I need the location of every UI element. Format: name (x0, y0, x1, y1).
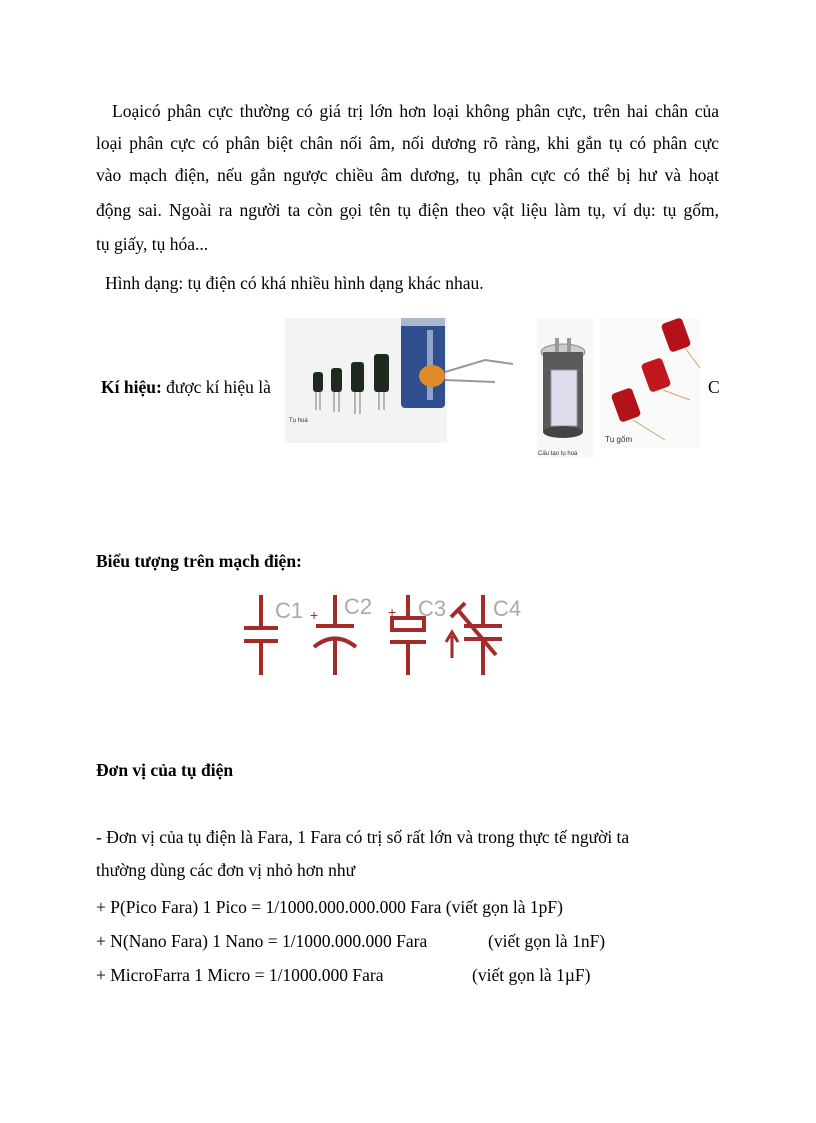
circuit-symbols (240, 590, 530, 680)
units-intro-line: - Đơn vị của tụ điện là Fara, 1 Fara có trị số rất lớn và trong thực tế người ta (96, 827, 630, 847)
symbol-line (101, 377, 271, 398)
unit-text: + MicroFarra 1 Micro = 1/1000.000 Fara (96, 965, 384, 985)
photo-caption-hoa: Tụ hoá (289, 418, 308, 424)
unit-micro (96, 965, 591, 986)
unit-note: (viết gọn là 1µF) (472, 965, 591, 985)
ceramic-capacitors-image (600, 317, 700, 448)
electrolytic-structure-image (537, 318, 593, 458)
paragraph-line: tụ giấy, tụ hóa... (96, 234, 209, 254)
unit-note: (viết gọn là 1nF) (488, 931, 606, 951)
unit-nano (96, 931, 606, 952)
symbol-text: được kí hiệu là (166, 377, 271, 397)
paragraph-line: động sai. Ngoài ra người ta còn gọi tên tụ điện theo vật liệu làm tụ, ví dụ: tụ gốm, (96, 200, 719, 220)
paragraph-line: Loạicó phân cực thường có giá trị lớn hơn loại không phân cực, trên hai chân của (112, 101, 719, 121)
photo-caption-cautao: Cấu tạo tụ hoá (538, 451, 578, 457)
unit-text: + P(Pico Fara) 1 Pico = 1/1000.000.000.000 Fara (96, 897, 442, 917)
symbol-label: Kí hiệu: (101, 377, 162, 397)
paragraph-line: loại phân cực có phân biệt chân nối âm, nối dương rõ ràng, khi gắn tụ có phân cực (96, 133, 719, 153)
unit-text: + N(Nano Fara) 1 Nano = 1/1000.000.000 Fara (96, 931, 428, 951)
shape-line: Hình dạng: tụ điện có khá nhiều hình dạng khác nhau. (105, 273, 484, 293)
units-heading: Đơn vị của tụ điện (96, 760, 234, 780)
plus-c2: + (310, 607, 319, 623)
plus-c3: + (388, 604, 397, 620)
unit-pico (96, 897, 563, 918)
photo-caption-gom: Tụ gốm (605, 435, 633, 444)
paragraph-line: vào mạch điện, nếu gắn ngược chiều âm dương, tụ phân cực có thể bị hư và hoạt (96, 165, 719, 185)
label-c2: C2 (344, 594, 373, 619)
capacitor-photos (285, 310, 705, 470)
label-c4: C4 (493, 596, 522, 621)
capacitor-c1-symbol (244, 595, 278, 675)
symbol-letter: C (708, 377, 720, 397)
units-intro-line: thường dùng các đơn vị nhỏ hơn như (96, 860, 356, 880)
label-c3: C3 (418, 596, 447, 621)
unit-note: (viết gọn là 1pF) (445, 897, 563, 917)
circuit-heading: Biểu tượng trên mạch điện: (96, 551, 302, 571)
label-c1: C1 (275, 598, 304, 623)
